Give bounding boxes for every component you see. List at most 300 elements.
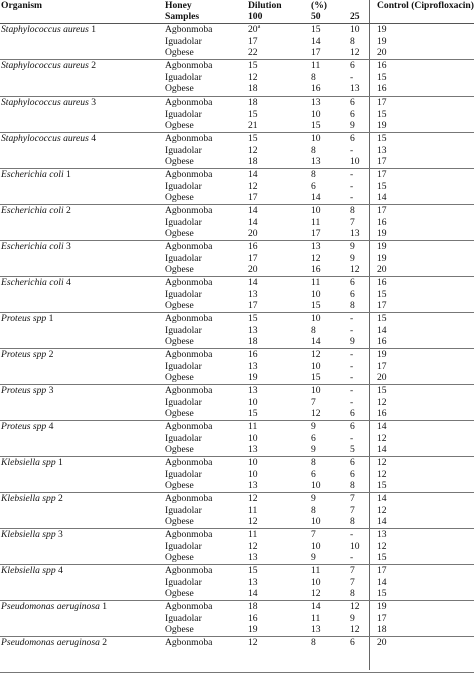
organism-isolate-number: 2 — [58, 493, 63, 504]
dilution-50-cell-value: 16 — [311, 83, 321, 95]
dilution-25-cell-value: 10 — [350, 540, 360, 552]
control-cell — [377, 24, 387, 36]
honey-sample-cell-value: Ogbese — [165, 588, 194, 600]
dilution-25-cell-value: - — [350, 71, 354, 83]
control-cell — [377, 277, 387, 289]
dilution-50-cell-value: 10 — [311, 133, 321, 144]
table-row — [0, 541, 474, 553]
control-cell-value: 17 — [377, 97, 387, 108]
dilution-50-cell-value: 15 — [311, 372, 321, 384]
dilution-100-cell — [248, 577, 258, 589]
control-cell — [377, 133, 387, 145]
dilution-25-cell — [350, 253, 355, 265]
honey-sample-cell — [165, 361, 202, 373]
honey-sample-cell — [165, 313, 212, 325]
table-row — [0, 601, 474, 613]
control-cell — [377, 469, 387, 481]
dilution-25-cell — [350, 493, 355, 505]
control-cell — [377, 325, 387, 337]
superscript-note: a — [257, 23, 261, 30]
honey-sample-cell-value: Iguadolar — [165, 540, 202, 552]
dilution-25-cell-value: 6 — [350, 408, 355, 420]
organism-group — [0, 313, 474, 349]
dilution-50-cell-value: 13 — [311, 624, 321, 636]
organism-group — [0, 133, 474, 169]
table-row — [0, 253, 474, 265]
table-row — [0, 529, 474, 541]
organism-group — [0, 565, 474, 601]
honey-sample-cell-value: Agbonmoba — [165, 457, 213, 468]
honey-sample-cell-value: Iguadolar — [165, 35, 202, 47]
dilution-25-cell-value: 6 — [350, 637, 355, 648]
dilution-50-cell-value: 14 — [311, 601, 321, 612]
dilution-100-cell — [248, 24, 260, 36]
control-cell-value: 17 — [377, 205, 387, 216]
organism-group — [0, 457, 474, 493]
organism-isolate-number: 4 — [91, 133, 97, 144]
dilution-100-cell — [248, 253, 258, 265]
organism-species: Klebsiella spp — [1, 529, 56, 540]
organism-isolate-number: 1 — [91, 24, 97, 35]
table-row — [0, 264, 474, 276]
control-cell-value: 14 — [377, 192, 387, 204]
table-row — [0, 325, 474, 337]
dilution-100-cell — [248, 325, 258, 337]
honey-sample-cell — [165, 372, 194, 384]
header-organism: Organism — [1, 0, 43, 11]
dilution-100-cell-value: 15 — [248, 60, 258, 71]
dilution-25-cell-value: - — [350, 529, 354, 540]
dilution-100-cell-value: 17 — [248, 192, 258, 204]
control-cell — [377, 541, 387, 553]
table-row — [0, 120, 474, 132]
honey-sample-cell — [165, 60, 212, 72]
honey-sample-cell — [165, 624, 194, 636]
dilution-50-cell — [311, 300, 321, 312]
dilution-50-cell — [311, 361, 321, 373]
dilution-50-cell — [311, 181, 316, 193]
honey-sample-cell-value: Ogbese — [165, 192, 194, 204]
organism-species: Klebsiella spp — [1, 457, 56, 468]
honey-sample-cell — [165, 516, 194, 528]
dilution-25-cell — [350, 349, 353, 361]
honey-sample-cell-value: Iguadolar — [165, 360, 202, 372]
dilution-50-cell — [311, 325, 316, 337]
dilution-25-cell-value: 6 — [350, 277, 355, 288]
honey-sample-cell-value: Iguadolar — [165, 468, 202, 480]
dilution-25-cell — [350, 565, 355, 577]
dilution-50-cell-value: 11 — [311, 60, 321, 71]
table-row — [0, 516, 474, 528]
organism-species: Proteus spp — [1, 349, 47, 360]
dilution-50-cell-value: 8 — [311, 457, 316, 468]
dilution-25-cell-value: 12 — [350, 601, 360, 612]
table-row — [0, 289, 474, 301]
dilution-100-cell — [248, 469, 258, 481]
dilution-100-cell — [248, 480, 258, 492]
table-row — [0, 361, 474, 373]
dilution-50-cell-value: 14 — [311, 35, 321, 47]
dilution-25-cell — [350, 325, 353, 337]
control-cell — [377, 505, 387, 517]
header-dilution: Dilution — [248, 0, 282, 11]
honey-sample-cell-value: Iguadolar — [165, 288, 202, 300]
dilution-100-cell-value: 13 — [248, 360, 258, 372]
dilution-25-cell — [350, 72, 353, 84]
dilution-100-cell-value: 14 — [248, 169, 258, 180]
dilution-25-cell-value: 8 — [350, 300, 355, 312]
organism-species: Klebsiella spp — [1, 565, 56, 576]
table-row — [0, 588, 474, 600]
control-cell — [377, 613, 387, 625]
dilution-100-cell-value: 14 — [248, 205, 258, 216]
table-body — [0, 24, 474, 673]
organism-isolate-number: 4 — [48, 421, 54, 432]
dilution-100-cell-value: 12 — [248, 540, 258, 552]
control-cell-value: 13 — [377, 529, 387, 540]
organism-species: Pseudomonas aeruginosa — [1, 601, 100, 612]
control-cell — [377, 181, 387, 193]
dilution-100-cell — [248, 83, 258, 95]
table-row — [0, 469, 474, 481]
honey-sample-cell — [165, 277, 212, 289]
honey-sample-cell-value: Ogbese — [165, 228, 194, 240]
dilution-100-cell — [248, 217, 258, 229]
dilution-100-cell — [248, 228, 258, 240]
honey-sample-cell — [165, 408, 194, 420]
organism-group — [0, 349, 474, 385]
organism-isolate-number: 3 — [48, 385, 54, 396]
control-cell — [377, 72, 387, 84]
organism-isolate-number: 1 — [66, 169, 71, 180]
dilution-25-cell — [350, 397, 353, 409]
dilution-100-cell-value: 22 — [248, 47, 258, 59]
control-cell-value: 12 — [377, 396, 387, 408]
dilution-100-cell — [248, 385, 258, 397]
organism-species: Klebsiella spp — [1, 493, 56, 504]
honey-sample-cell-value: Agbonmoba — [165, 313, 213, 324]
control-cell — [377, 372, 387, 384]
dilution-25-cell-value: 9 — [350, 612, 355, 624]
honey-sample-cell-value: Iguadolar — [165, 216, 202, 228]
dilution-25-cell — [350, 60, 355, 72]
dilution-100-cell — [248, 588, 258, 600]
table-row — [0, 169, 474, 181]
dilution-50-cell-value: 10 — [311, 313, 321, 324]
table-header — [0, 0, 474, 24]
dilution-50-cell — [311, 83, 321, 95]
control-cell-value: 15 — [377, 552, 387, 564]
dilution-25-cell-value: - — [350, 313, 354, 324]
organism-group — [0, 277, 474, 313]
dilution-25-cell-value: - — [350, 349, 354, 360]
dilution-50-cell — [311, 97, 321, 109]
dilution-100-cell — [248, 505, 257, 517]
dilution-50-cell-value: 10 — [311, 540, 321, 552]
organism-group — [0, 97, 474, 133]
dilution-25-cell-value: 10 — [350, 156, 360, 168]
dilution-100-cell-value: 20 — [248, 24, 258, 35]
honey-sample-cell-value: Ogbese — [165, 624, 194, 636]
dilution-25-cell — [350, 181, 353, 193]
dilution-25-cell-value: 6 — [350, 133, 355, 144]
honey-sample-cell-value: Agbonmoba — [165, 529, 213, 540]
dilution-50-cell — [311, 516, 321, 528]
table-row — [0, 372, 474, 384]
dilution-25-cell — [350, 624, 360, 636]
control-cell — [377, 264, 387, 276]
dilution-100-cell-value: 13 — [248, 385, 258, 396]
table-row — [0, 624, 474, 636]
control-cell — [377, 444, 387, 456]
control-cell-value: 12 — [377, 468, 387, 480]
honey-sample-cell — [165, 133, 212, 145]
honey-sample-cell — [165, 205, 212, 217]
dilution-25-cell-value: 13 — [350, 83, 360, 95]
dilution-25-cell — [350, 205, 355, 217]
control-cell — [377, 361, 387, 373]
table-row — [0, 300, 474, 312]
control-cell — [377, 253, 387, 265]
dilution-50-cell — [311, 109, 321, 121]
table-row — [0, 613, 474, 625]
control-cell-value: 17 — [377, 169, 387, 180]
dilution-100-cell — [248, 133, 258, 145]
honey-sample-cell-value: Iguadolar — [165, 324, 202, 336]
dilution-50-cell-value: 10 — [311, 516, 321, 528]
dilution-50-cell-value: 10 — [311, 480, 321, 492]
table-row — [0, 156, 474, 168]
dilution-100-cell — [248, 300, 258, 312]
dilution-50-cell — [311, 336, 321, 348]
dilution-50-cell-value: 12 — [311, 252, 321, 264]
organism-group — [0, 385, 474, 421]
dilution-100-cell-value: 14 — [248, 277, 258, 288]
control-cell-value: 15 — [377, 588, 387, 600]
table-row — [0, 24, 474, 36]
dilution-100-cell-value: 14 — [248, 588, 258, 600]
dilution-25-cell — [350, 361, 353, 373]
dilution-100-cell-value: 12 — [248, 516, 258, 528]
dilution-100-cell — [248, 169, 258, 181]
dilution-100-cell-value: 11 — [248, 529, 258, 540]
table-row — [0, 565, 474, 577]
dilution-100-cell — [248, 541, 258, 553]
control-cell-value: 14 — [377, 324, 387, 336]
control-cell — [377, 192, 387, 204]
dilution-25-cell — [350, 241, 355, 253]
honey-sample-cell-value: Agbonmoba — [165, 169, 213, 180]
dilution-50-cell-value: 12 — [311, 408, 321, 420]
dilution-100-cell — [248, 408, 258, 420]
honey-sample-cell-value: Iguadolar — [165, 180, 202, 192]
control-cell-value: 15 — [377, 108, 387, 120]
dilution-50-cell-value: 14 — [311, 336, 321, 348]
dilution-100-cell — [248, 529, 257, 541]
dilution-50-cell — [311, 277, 320, 289]
dilution-25-cell — [350, 336, 355, 348]
table-row — [0, 109, 474, 121]
control-cell-value: 15 — [377, 180, 387, 192]
dilution-50-cell-value: 10 — [311, 385, 321, 396]
table-row — [0, 505, 474, 517]
dilution-100-cell — [248, 601, 258, 613]
dilution-50-cell — [311, 637, 316, 649]
honey-sample-cell — [165, 480, 194, 492]
dilution-100-cell-value: 13 — [248, 444, 258, 456]
honey-sample-cell — [165, 457, 212, 469]
dilution-25-cell-value: - — [350, 372, 354, 384]
dilution-100-cell — [248, 60, 258, 72]
dilution-25-cell-value: - — [350, 169, 354, 180]
honey-sample-cell — [165, 169, 212, 181]
honey-sample-cell — [165, 385, 212, 397]
control-cell — [377, 493, 387, 505]
honey-sample-cell — [165, 349, 212, 361]
dilution-25-cell — [350, 372, 353, 384]
organism-isolate-number: 3 — [66, 241, 71, 252]
control-cell-value: 17 — [377, 612, 387, 624]
honey-sample-cell-value: Iguadolar — [165, 144, 202, 156]
dilution-50-cell — [311, 72, 316, 84]
dilution-100-cell-value: 12 — [248, 180, 258, 192]
control-cell-value: 17 — [377, 565, 387, 576]
dilution-50-cell-value: 12 — [311, 588, 321, 600]
dilution-50-cell — [311, 529, 316, 541]
dilution-50-cell — [311, 24, 321, 36]
dilution-100-cell-value: 11 — [248, 421, 258, 432]
table-row — [0, 192, 474, 204]
table-row — [0, 181, 474, 193]
organism-group — [0, 493, 474, 529]
dilution-50-cell — [311, 205, 321, 217]
dilution-50-cell-value: 8 — [311, 169, 316, 180]
honey-sample-cell — [165, 421, 212, 433]
dilution-25-cell — [350, 300, 355, 312]
dilution-100-cell-value: 19 — [248, 624, 258, 636]
dilution-50-cell — [311, 565, 320, 577]
control-cell-value: 14 — [377, 516, 387, 528]
dilution-25-cell-value: - — [350, 360, 354, 372]
dilution-100-cell — [248, 313, 258, 325]
dilution-25-cell-value: 9 — [350, 252, 355, 264]
dilution-100-cell-value: 13 — [248, 288, 258, 300]
dilution-100-cell-value: 12 — [248, 144, 258, 156]
control-cell — [377, 457, 387, 469]
dilution-100-cell — [248, 120, 258, 132]
header-control: Control (Ciprofloxacin) — [377, 0, 474, 11]
table-row — [0, 313, 474, 325]
control-cell — [377, 83, 387, 95]
honey-sample-cell — [165, 264, 194, 276]
dilution-100-cell — [248, 397, 258, 409]
dilution-25-cell — [350, 192, 353, 204]
dilution-50-cell — [311, 480, 321, 492]
honey-sample-cell — [165, 83, 194, 95]
dilution-50-cell-value: 9 — [311, 493, 316, 504]
control-cell-value: 20 — [377, 47, 387, 59]
dilution-100-cell — [248, 516, 258, 528]
dilution-25-cell-value: 6 — [350, 288, 355, 300]
dilution-50-cell-value: 9 — [311, 552, 316, 564]
dilution-50-cell — [311, 192, 321, 204]
dilution-25-cell-value: - — [350, 552, 354, 564]
honey-sample-cell-value: Agbonmoba — [165, 241, 213, 252]
dilution-100-cell-value: 20 — [248, 228, 258, 240]
dilution-100-cell — [248, 97, 258, 109]
control-cell-value: 20 — [377, 264, 387, 276]
dilution-25-cell-value: 5 — [350, 444, 355, 456]
honey-sample-cell — [165, 505, 202, 517]
dilution-50-cell — [311, 133, 321, 145]
dilution-100-cell — [248, 613, 258, 625]
dilution-50-cell-value: 8 — [311, 324, 316, 336]
honey-sample-cell — [165, 493, 212, 505]
dilution-50-cell-value: 10 — [311, 576, 321, 588]
dilution-25-cell-value: - — [350, 180, 354, 192]
dilution-50-cell-value: 11 — [311, 216, 321, 228]
honey-sample-cell — [165, 541, 202, 553]
organism-species: Staphylococcus aureus — [1, 24, 89, 35]
dilution-25-cell — [350, 601, 360, 613]
organism-species: Proteus spp — [1, 313, 47, 324]
table-row — [0, 47, 474, 59]
dilution-100-cell-value: 18 — [248, 97, 258, 108]
dilution-25-cell-value: 7 — [350, 504, 355, 516]
organism-species: Escherichia coli — [1, 205, 64, 216]
control-cell — [377, 228, 387, 240]
honey-sample-cell — [165, 529, 212, 541]
table-row — [0, 408, 474, 420]
control-cell — [377, 408, 387, 420]
table-row — [0, 217, 474, 229]
dilution-50-cell — [311, 169, 316, 181]
dilution-50-cell-value: 10 — [311, 205, 321, 216]
honey-sample-cell — [165, 289, 202, 301]
control-cell-value: 19 — [377, 228, 387, 240]
dilution-50-cell-value: 17 — [311, 228, 321, 240]
dilution-50-cell — [311, 156, 321, 168]
dilution-50-cell — [311, 217, 320, 229]
honey-sample-cell — [165, 241, 212, 253]
dilution-25-cell — [350, 277, 355, 289]
dilution-25-cell — [350, 217, 355, 229]
table-row — [0, 552, 474, 564]
dilution-50-cell — [311, 505, 316, 517]
dilution-100-cell-value: 10 — [248, 396, 258, 408]
honey-sample-cell — [165, 97, 212, 109]
honey-sample-cell-value: Ogbese — [165, 300, 194, 312]
dilution-25-cell-value: 8 — [350, 35, 355, 47]
organism-group — [0, 169, 474, 205]
dilution-25-cell — [350, 613, 355, 625]
dilution-25-cell-value: 7 — [350, 216, 355, 228]
table-row — [0, 60, 474, 72]
dilution-100-cell — [248, 444, 258, 456]
dilution-100-cell — [248, 289, 258, 301]
dilution-100-cell — [248, 47, 258, 59]
dilution-100-cell-value: 18 — [248, 156, 258, 168]
header-samples: Samples — [165, 11, 200, 22]
dilution-25-cell — [350, 83, 360, 95]
honey-sample-cell — [165, 601, 212, 613]
organism-isolate-number: 3 — [58, 529, 63, 540]
honey-sample-cell-value: Agbonmoba — [165, 493, 213, 504]
dilution-50-cell — [311, 313, 321, 325]
dilution-25-cell-value: - — [350, 432, 354, 444]
dilution-100-cell-value: 15 — [248, 108, 258, 120]
dilution-25-cell — [350, 97, 355, 109]
